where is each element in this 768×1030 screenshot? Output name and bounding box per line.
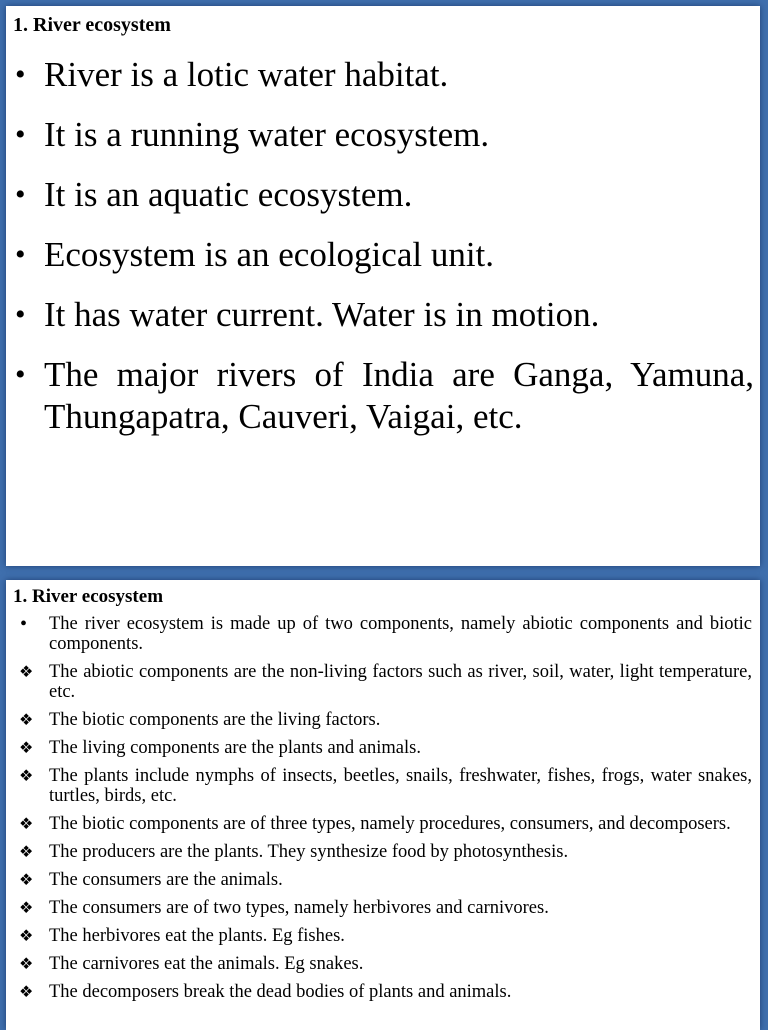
list-item: [16, 614, 752, 654]
diamond-bullet-icon: ❖: [19, 710, 34, 729]
bullet-icon: •: [15, 118, 26, 151]
bullet-text: The producers are the plants. They synthesize food by photosynthesis.: [49, 842, 569, 862]
diamond-bullet-icon: ❖: [19, 954, 34, 973]
list-item: [16, 982, 752, 1002]
list-item: [16, 814, 752, 834]
bullet-text: The plants include nymphs of insects, beetles, snails, freshwater, fishes, frogs, water snakes, turtles, birds, etc.: [49, 766, 752, 806]
list-item: [16, 926, 752, 946]
bullet-icon: •: [15, 358, 26, 391]
bullet-text: The river ecosystem is made up of two components, namely abiotic components and biotic components.: [49, 614, 752, 654]
bullet-icon: •: [15, 58, 26, 91]
diamond-bullet-icon: ❖: [19, 982, 34, 1001]
list-item: [16, 898, 752, 918]
bullet-text: The living components are the plants and animals.: [49, 738, 421, 758]
bullet-text: Ecosystem is an ecological unit.: [44, 235, 495, 274]
bullet-text: The abiotic components are the non-living factors such as river, soil, water, light temperature, etc.: [49, 662, 752, 702]
bullet-text: The biotic components are of three types, namely procedures, consumers, and decomposers.: [49, 814, 731, 834]
diamond-bullet-icon: ❖: [19, 926, 34, 945]
diamond-bullet-icon: ❖: [19, 662, 34, 681]
bullet-text: It has water current. Water is in motion.: [44, 295, 600, 334]
bullet-text: The carnivores eat the animals. Eg snakes.: [49, 954, 364, 974]
list-item: [16, 870, 752, 890]
slide-title: 1. River ecosystem: [13, 14, 171, 36]
bullet-text: River is a lotic water habitat.: [44, 55, 449, 94]
bullet-text: It is a running water ecosystem.: [44, 115, 490, 154]
bullet-icon: •: [15, 298, 26, 331]
bullet-icon: •: [15, 178, 26, 211]
list-item: [16, 954, 752, 974]
list-item: [16, 766, 752, 806]
diamond-bullet-icon: ❖: [19, 766, 34, 785]
bullet-text: The herbivores eat the plants. Eg fishes.: [49, 926, 345, 946]
bullet-text: The major rivers of India are Ganga, Yamuna, Thungapatra, Cauveri, Vaigai, etc.: [44, 355, 754, 436]
bullet-icon: •: [20, 613, 28, 635]
slide-2: [6, 580, 760, 1030]
bullet-icon: •: [15, 238, 26, 271]
diamond-bullet-icon: ❖: [19, 814, 34, 833]
bullet-text: The consumers are of two types, namely herbivores and carnivores.: [49, 898, 549, 918]
list-item: [14, 114, 754, 156]
detail-list: [16, 614, 752, 1010]
diamond-bullet-icon: ❖: [19, 842, 34, 861]
bullet-text: The consumers are the animals.: [49, 870, 283, 890]
bullet-text: The biotic components are the living factors.: [49, 710, 381, 730]
list-item: [14, 234, 754, 276]
diamond-bullet-icon: ❖: [19, 870, 34, 889]
slide-title: 1. River ecosystem: [13, 586, 164, 607]
list-item: [14, 174, 754, 216]
bullet-list: [14, 54, 754, 438]
bullet-text: The decomposers break the dead bodies of plants and animals.: [49, 982, 512, 1002]
list-item: [16, 738, 752, 758]
list-item: [14, 294, 754, 336]
list-item: [16, 662, 752, 702]
bullet-text: It is an aquatic ecosystem.: [44, 175, 413, 214]
diamond-bullet-icon: ❖: [19, 738, 34, 757]
diamond-bullet-icon: ❖: [19, 898, 34, 917]
list-item: [14, 354, 754, 438]
slide-1: [6, 6, 760, 566]
list-item: [16, 842, 752, 862]
list-item: [16, 710, 752, 730]
list-item: [14, 54, 754, 96]
